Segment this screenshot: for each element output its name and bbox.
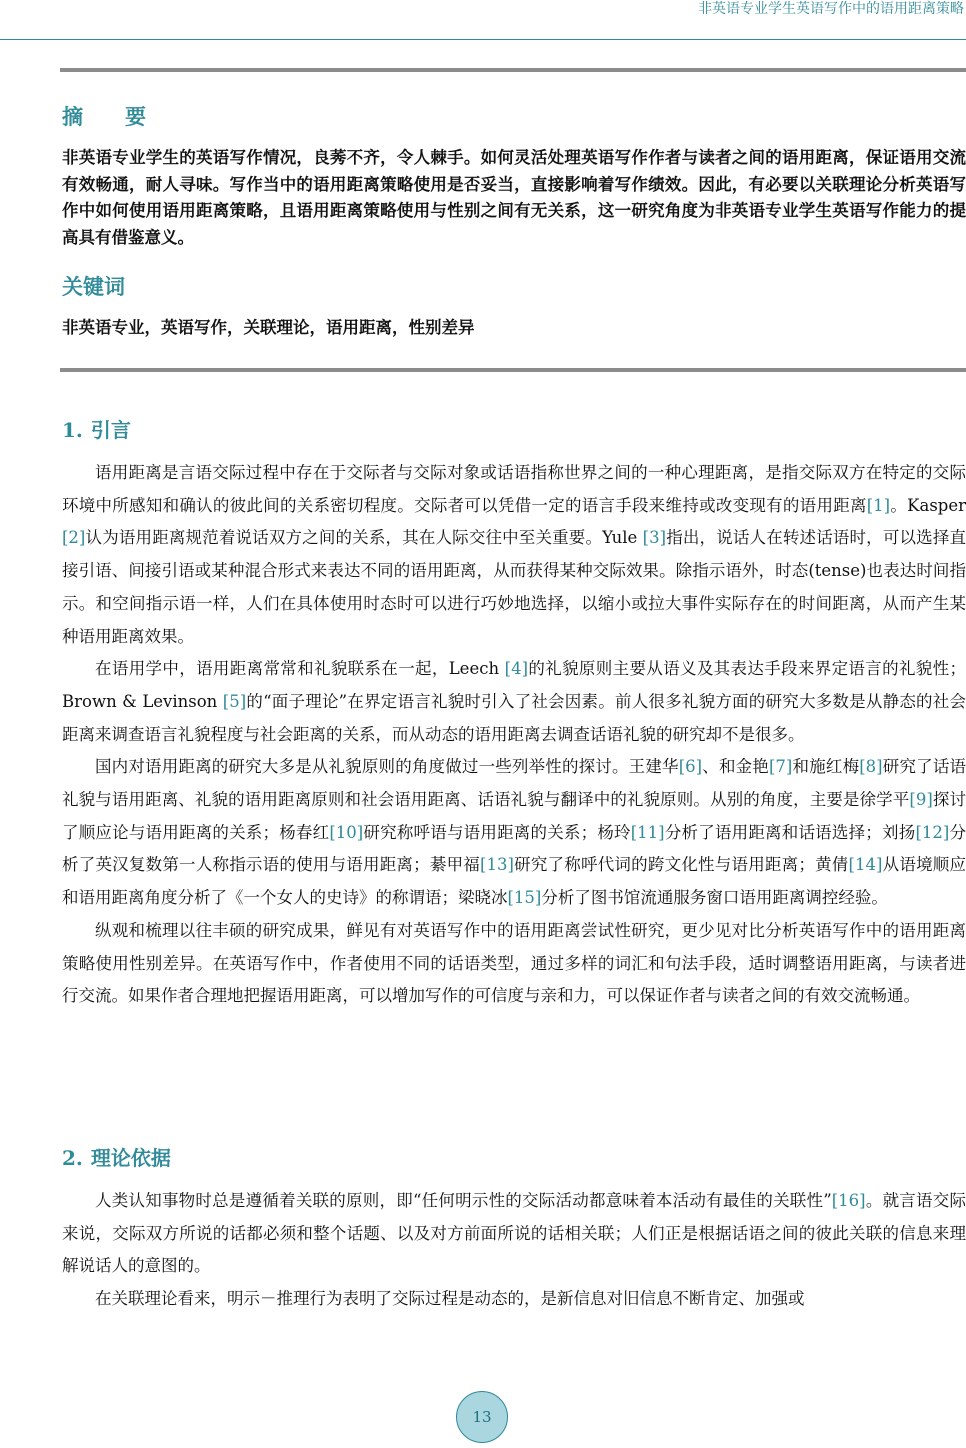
- abstract-top-bar: [60, 68, 966, 72]
- text-run: 研究称呼语与语用距离的关系；杨玲: [363, 822, 631, 842]
- paragraph: [62, 915, 966, 1013]
- citation-link[interactable]: [10]: [329, 822, 364, 842]
- citation-link[interactable]: [8]: [859, 757, 883, 777]
- abstract-text: 非英语专业学生的英语写作情况，良莠不齐，令人棘手。如何灵活处理英语写作作者与读者之间的语用距离，保证语用交流有效畅通，耐人寻味。写作当中的语用距离策略使用是否妥当，直接影响着写作绩效。因此，有必要以关联理论分析英语写作中如何使用语用距离策略，且语用距离策略使用与性别之间有无关系，这一研究角度为非英语专业学生英语写作能力的提高具有借鉴意义。: [62, 148, 966, 247]
- text-run: 研究了话语礼貌与语用距离、礼貌的语用距离原则和社会语用距离、话语礼貌与翻译中的礼貌原则。从别的角度，主要是徐学平: [62, 757, 966, 810]
- text-run: 的“面子理论”在界定语言礼貌时引入了社会因素。前人很多礼貌方面的研究大多数是从静态的社会距离来调查语言礼貌程度与社会距离的关系，而从动态的语用距离去调查话语礼貌的研究却不是很多。: [62, 691, 966, 744]
- text-run: 指出，说话人在转述话语时，可以选择直接引语、间接引语或某种混合形式来表达不同的语用距离，从而获得某种交际效果。除指示语外，时态(tense)也表达时间指示。和空间指示语一样，人们在具体使用时态时可以进行巧妙地选择，以缩小或拉大事件实际存在的时间距离，从而产生某种语用距离效果。: [62, 528, 966, 646]
- text-run: 分析了图书馆流通服务窗口语用距离调控经验。: [541, 888, 888, 908]
- citation-link[interactable]: [4]: [504, 659, 529, 679]
- paragraph: [62, 751, 966, 915]
- keywords-text: 非英语专业，英语写作，关联理论，语用距离，性别差异: [62, 318, 475, 337]
- citation-link[interactable]: [12]: [915, 822, 950, 842]
- section-body-2: [62, 1185, 966, 1316]
- citation-link[interactable]: [2]: [62, 528, 86, 548]
- abstract-title: 摘 要: [62, 105, 157, 129]
- citation-link[interactable]: [11]: [630, 822, 665, 842]
- citation-link[interactable]: [7]: [768, 757, 793, 777]
- text-run: 分析了英汉复数第一人称指示语的使用与语用距离；綦甲福: [62, 822, 966, 875]
- citation-link[interactable]: [14]: [848, 855, 883, 875]
- text-run: 在关联理论看来，明示－推理行为表明了交际过程是动态的，是新信息对旧信息不断肯定、加强或: [95, 1289, 805, 1309]
- text-run: 分析了语用距离和话语选择；刘扬: [664, 822, 916, 842]
- citation-link[interactable]: [15]: [507, 888, 542, 908]
- abstract-bottom-bar: [60, 368, 966, 372]
- running-title: 非英语专业学生英语写作中的语用距离策略: [698, 1, 964, 17]
- page-number-badge: [456, 1391, 508, 1443]
- paragraph: [62, 653, 966, 751]
- text-run: 、和金艳: [702, 757, 769, 777]
- paragraph: [62, 1283, 966, 1316]
- text-run: 人类认知事物时总是遵循着关联的原则，即“任何明示性的交际活动都意味着本活动有最佳的关联性”: [95, 1191, 832, 1210]
- header-rule: [0, 39, 966, 40]
- text-run: 在语用学中，语用距离常常和礼貌联系在一起，Leech: [95, 659, 505, 679]
- citation-link[interactable]: [1]: [866, 495, 891, 515]
- citation-link[interactable]: [16]: [831, 1191, 866, 1210]
- text-run: 探讨了顺应论与语用距离的关系；杨春红: [62, 790, 966, 842]
- paragraph: [62, 1185, 966, 1283]
- section-title: 理论依据: [90, 1146, 171, 1170]
- paragraph: [62, 457, 966, 653]
- section-body-1: [62, 457, 966, 1013]
- section-heading-1: [62, 416, 131, 444]
- section-number: 1.: [62, 418, 83, 442]
- text-run: 语用距离是言语交际过程中存在于交际者与交际对象或话语指称世界之间的一种心理距离，是指交际双方在特定的交际环境中所感知和确认的彼此间的关系密切程度。交际者可以凭借一定的语言手段来维持或改变现有的语用距离: [62, 463, 966, 515]
- section-title: 引言: [90, 418, 131, 442]
- page-number: 13: [472, 1408, 492, 1426]
- text-run: 国内对语用距离的研究大多是从礼貌原则的角度做过一些列举性的探讨。王建华: [95, 757, 679, 777]
- text-run: 认为语用距离规范着说话双方之间的关系，其在人际交往中至关重要。Yule: [85, 528, 643, 548]
- text-run: 。就言语交际来说，交际双方所说的话都必须和整个话题、以及对方前面所说的话相关联；人们正是根据话语之间的彼此关联的信息来理解说话人的意图的。: [62, 1191, 966, 1276]
- citation-link[interactable]: [9]: [909, 790, 933, 810]
- citation-link[interactable]: [5]: [222, 691, 247, 711]
- text-run: 。Kasper: [890, 495, 966, 515]
- text-run: 和施红梅: [792, 757, 860, 777]
- section-heading-2: [62, 1144, 171, 1172]
- text-run: 研究了称呼代词的跨文化性与语用距离；黄倩: [513, 855, 849, 875]
- text-run: 的礼貌原则主要从语义及其表达手段来界定语言的礼貌性；Brown & Levinson: [62, 659, 966, 711]
- section-number: 2.: [62, 1146, 83, 1170]
- keywords-title: 关键词: [62, 275, 125, 299]
- text-run: 从语境顺应和语用距离角度分析了《一个女人的史诗》的称谓语；梁晓冰: [62, 855, 966, 908]
- citation-link[interactable]: [13]: [480, 855, 514, 875]
- citation-link[interactable]: [6]: [678, 757, 703, 777]
- text-run: 纵观和梳理以往丰硕的研究成果，鲜见有对英语写作中的语用距离尝试性研究，更少见对比分析英语写作中的语用距离策略使用性别差异。在英语写作中，作者使用不同的话语类型，通过多样的词汇和句法手段，适时调整语用距离，与读者进行交流。如果作者合理地把握语用距离，可以增加写作的可信度与亲和力，可以保证作者与读者之间的有效交流畅通。: [62, 920, 966, 1006]
- citation-link[interactable]: [3]: [642, 528, 667, 548]
